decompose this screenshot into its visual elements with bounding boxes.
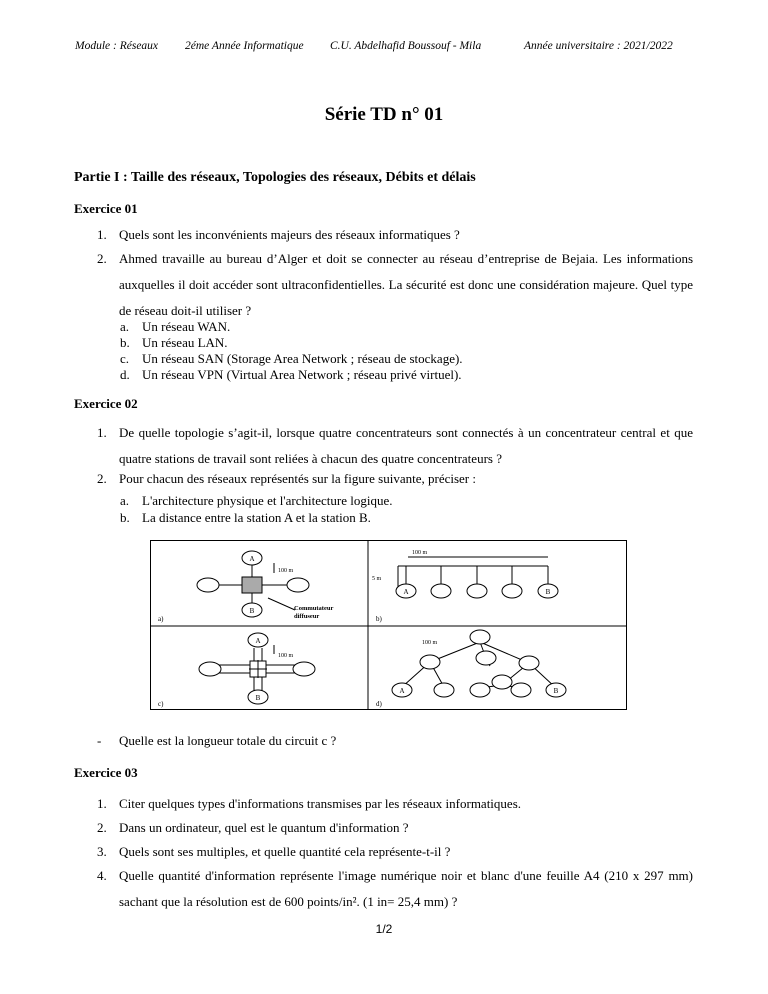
station	[431, 584, 451, 598]
label-b: B	[553, 687, 559, 695]
header-year: 2éme Année Informatique	[185, 40, 304, 52]
question-number: 2.	[97, 820, 107, 835]
page-title: Série TD n° 01	[324, 104, 444, 125]
station	[467, 584, 487, 598]
distance-label: 100 m	[412, 550, 428, 556]
question-text: Quels sont ses multiples, et quelle quantité cela représente-t-il ?	[119, 844, 451, 859]
distance-label: 100 m	[422, 640, 438, 646]
label-a: A	[249, 555, 255, 563]
header-module: Module : Réseaux	[75, 40, 159, 52]
ex2-q2-text: Pour chacun des réseaux représentés sur la figure suivante, préciser :	[119, 471, 476, 486]
ex2-q1-text: De quelle topologie s’agit-il, lorsque quatre concentrateurs sont connectés à un concentrateur central et que quatre stations de travail sont reliées à chacun des quatre concentrateurs ?	[119, 425, 693, 466]
panel-label-d: d)	[376, 700, 382, 708]
station	[470, 683, 490, 697]
hub	[470, 630, 490, 644]
option-label: b.	[120, 335, 130, 350]
question-number: 3.	[97, 844, 107, 859]
question-text: Dans un ordinateur, quel est le quantum d'information ?	[119, 820, 409, 835]
station	[434, 683, 454, 697]
distance-label: 100 m	[278, 653, 294, 659]
page-number: 1/2	[375, 922, 393, 936]
option-label: a.	[120, 319, 130, 334]
ex1-q2-number: 2.	[97, 251, 107, 266]
hub	[519, 656, 539, 670]
header-academic-year: Année universitaire : 2021/2022	[524, 40, 673, 52]
station	[293, 662, 315, 676]
question-text: Citer quelques types d'informations transmises par les réseaux informatiques.	[119, 796, 521, 811]
ex2-q1-number: 1.	[97, 425, 107, 440]
hub	[476, 651, 496, 665]
exercise-3-title: Exercice 03	[74, 765, 138, 780]
exercise-2-title: Exercice 02	[74, 396, 138, 411]
label-b: B	[545, 588, 551, 596]
option-text: Un réseau LAN.	[142, 335, 228, 350]
panel-label-c: c)	[158, 700, 164, 708]
ex1-q2-text: Ahmed travaille au bureau d’Alger et doit se connecter au réseau d’entreprise de Bejaia. Les informations auxquelles il doit accéder sont ultraconfidentielles. La sécurité est donc une considération majeure. Quel type de réseau doit-il utiliser ?	[119, 251, 693, 318]
dash-bullet: -	[97, 733, 102, 748]
ex1-q1-number: 1.	[97, 227, 107, 242]
ex1-q1-text: Quels sont les inconvénients majeurs des réseaux informatiques ?	[119, 227, 460, 242]
label-b: B	[249, 607, 255, 615]
ex2-q3-text: Quelle est la longueur totale du circuit c ?	[119, 733, 337, 748]
option-label: d.	[120, 367, 130, 382]
hub	[492, 675, 512, 689]
ex2-q2-number: 2.	[97, 471, 107, 486]
station	[199, 662, 221, 676]
station	[287, 578, 309, 592]
label-b: B	[255, 694, 261, 702]
header-institution: C.U. Abdelhafid Boussouf - Mila	[330, 40, 482, 52]
question-text: Quelle quantité d'information représente l'image numérique noir et blanc d'une feuille A4 (210 x 297 mm) sachant que la résolution est de 600 points/in². (1 in= 25,4 mm) ?	[119, 868, 693, 909]
station	[502, 584, 522, 598]
sub-label: b.	[120, 510, 130, 525]
question-number: 4.	[97, 868, 107, 883]
hub	[420, 655, 440, 669]
label-a: A	[403, 588, 409, 596]
station	[511, 683, 531, 697]
part-heading: Partie I : Taille des réseaux, Topologies des réseaux, Débits et délais	[74, 170, 476, 185]
option-label: c.	[120, 351, 130, 366]
sub-text: La distance entre la station A et la station B.	[142, 510, 371, 525]
sub-text: L'architecture physique et l'architecture logique.	[142, 493, 393, 508]
station	[197, 578, 219, 592]
option-text: Un réseau VPN (Virtual Area Network ; réseau privé virtuel).	[142, 367, 462, 382]
question-number: 1.	[97, 796, 107, 811]
sub-label: a.	[120, 493, 130, 508]
network-topologies-figure	[150, 540, 627, 710]
label-a: A	[399, 687, 405, 695]
panel-label-a: a)	[158, 615, 164, 623]
switch-label-2: diffuseur	[294, 613, 320, 620]
option-text: Un réseau WAN.	[142, 319, 231, 334]
option-text: Un réseau SAN (Storage Area Network ; réseau de stockage).	[142, 351, 463, 366]
exercise-1-title: Exercice 01	[74, 201, 138, 216]
distance-label: 100 m	[278, 568, 294, 574]
panel-label-b: b)	[376, 615, 382, 623]
switch-label-1: Commutateur	[294, 605, 334, 612]
distance-label-5m: 5 m	[372, 576, 382, 582]
switch-box	[242, 577, 262, 593]
label-a: A	[255, 637, 261, 645]
